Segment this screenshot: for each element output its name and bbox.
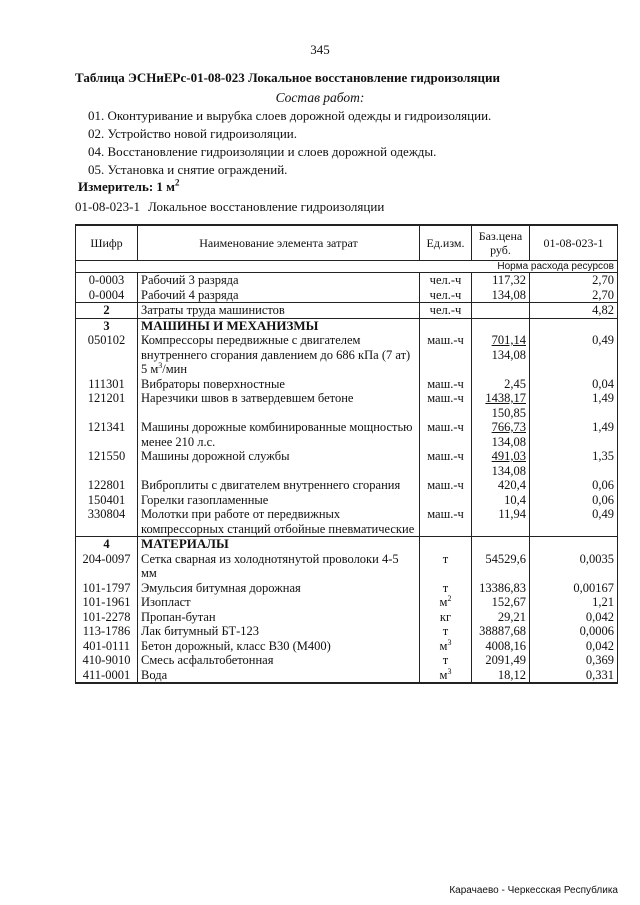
row-name: Бетон дорожный, класс В30 (М400)	[138, 639, 420, 654]
row-norm: 0,06	[530, 478, 618, 493]
table-title: Таблица ЭСНиЕРс-01-08-023 Локальное восстановление гидроизоляции	[75, 70, 500, 85]
row-norm: 2,70	[530, 273, 618, 288]
row-code: 050102	[76, 333, 138, 377]
works-heading: Состав работ:	[275, 90, 365, 105]
row-price: 2091,49	[472, 653, 530, 668]
row-price: 29,21	[472, 610, 530, 625]
row-norm: 4,82	[530, 303, 618, 319]
row-norm: 2,70	[530, 288, 618, 303]
row-code: 101-1961	[76, 595, 138, 610]
table-row	[76, 507, 618, 537]
row-code: 122801	[76, 478, 138, 493]
row-name: Эмульсия битумная дорожная	[138, 581, 420, 596]
table-row-machinists	[76, 303, 618, 319]
row-unit: маш.-ч	[420, 391, 472, 420]
work-item: 01. Оконтуривание и вырубка слоев дорожной одежды и гидроизоляции.	[88, 108, 492, 123]
resource-table	[75, 224, 618, 684]
row-unit: кг	[420, 610, 472, 625]
row-unit: $м^3$	[420, 639, 472, 654]
row-norm: 0,042	[530, 610, 618, 625]
row-code: 0-0003	[76, 273, 138, 288]
row-price: 38887,68	[472, 624, 530, 639]
subtitle-text: Локальное восстановление гидроизоляции	[148, 199, 385, 214]
row-code: 410-9010	[76, 653, 138, 668]
row-norm: 0,06	[530, 493, 618, 508]
col-header-name: Наименование элемента затрат	[138, 225, 420, 261]
unit-line	[78, 179, 180, 195]
price-secondary: 134,08	[491, 347, 526, 362]
table-row	[76, 595, 618, 610]
row-code: 101-2278	[76, 610, 138, 625]
row-price	[472, 391, 530, 420]
footer-region: Карачаево - Черкесская Республика	[449, 885, 618, 896]
row-unit: маш.-ч	[420, 507, 472, 537]
row-norm: 1,49	[530, 420, 618, 449]
table-row	[76, 610, 618, 625]
unit-label: Измеритель: 1 м	[78, 179, 176, 194]
section-number: 4	[76, 537, 138, 552]
row-price: 4008,16	[472, 639, 530, 654]
work-item: 02. Устройство новой гидроизоляции.	[88, 126, 298, 141]
row-price: 2,45	[472, 377, 530, 392]
row-name: Машины дорожные комбинированные мощностью менее 210 л.с.	[138, 420, 420, 449]
row-norm: 0,49	[530, 507, 618, 537]
row-code: 150401	[76, 493, 138, 508]
row-unit: чел.-ч	[420, 303, 472, 319]
row-code: 111301	[76, 377, 138, 392]
row-unit: т	[420, 624, 472, 639]
row-name: Вода	[138, 668, 420, 684]
row-price: 54529,6	[472, 552, 530, 581]
subtitle	[75, 199, 384, 215]
row-price: 18,12	[472, 668, 530, 684]
work-item: 04. Восстановление гидроизоляции и слоев дорожной одежды.	[88, 144, 437, 159]
table-row	[76, 552, 618, 581]
table-row	[76, 449, 618, 478]
row-norm: 0,0035	[530, 552, 618, 581]
row-norm: 0,042	[530, 639, 618, 654]
table-row	[76, 377, 618, 392]
row-code: 204-0097	[76, 552, 138, 581]
row-norm: 1,21	[530, 595, 618, 610]
unit-sup: 2	[175, 177, 180, 188]
row-price: 11,94	[472, 507, 530, 537]
row-name: Машины дорожной службы	[138, 449, 420, 478]
table-row	[76, 420, 618, 449]
row-name: Изопласт	[138, 595, 420, 610]
row-price: 134,08	[472, 288, 530, 303]
norm-caption-row	[76, 261, 618, 273]
row-unit: маш.-ч	[420, 333, 472, 377]
price-secondary: 134,08	[491, 463, 526, 478]
table-row	[76, 639, 618, 654]
row-price	[472, 420, 530, 449]
norm-caption: Норма расхода ресурсов	[76, 261, 618, 273]
row-name-tail: /мин	[162, 362, 188, 376]
row-unit: т	[420, 653, 472, 668]
section-number: 3	[76, 318, 138, 333]
row-unit: маш.-ч	[420, 478, 472, 493]
row-price: 13386,83	[472, 581, 530, 596]
price-main: 701,14	[491, 333, 526, 347]
row-name: Затраты труда машинистов	[138, 303, 420, 319]
row-unit: т	[420, 552, 472, 581]
table-row	[76, 273, 618, 288]
row-code: 401-0111	[76, 639, 138, 654]
table-row	[76, 493, 618, 508]
row-price: 10,4	[472, 493, 530, 508]
price-main: 491,03	[491, 449, 526, 463]
section-row-materials	[76, 537, 618, 552]
row-unit: т	[420, 581, 472, 596]
row-price: 420,4	[472, 478, 530, 493]
col-header-code: Шифр	[76, 225, 138, 261]
section-title: МАТЕРИАЛЫ	[138, 537, 420, 552]
row-code: 0-0004	[76, 288, 138, 303]
row-name: Виброплиты с двигателем внутреннего сгорания	[138, 478, 420, 493]
row-code: 2	[76, 303, 138, 319]
row-price: 152,67	[472, 595, 530, 610]
price-secondary: 150,85	[491, 405, 526, 420]
row-unit: $м^3$	[420, 668, 472, 684]
price-secondary: 134,08	[491, 434, 526, 449]
row-code: 121341	[76, 420, 138, 449]
row-name-text: Компрессоры передвижные с двигателем внутреннего сгорания давлением до 686 кПа (7 ат) 5 м	[141, 333, 411, 376]
row-price	[472, 449, 530, 478]
row-name: Лак битумный БТ-123	[138, 624, 420, 639]
row-name: Нарезчики швов в затвердевшем бетоне	[138, 391, 420, 420]
table-row	[76, 624, 618, 639]
row-name: Смесь асфальтобетонная	[138, 653, 420, 668]
row-norm: 0,0006	[530, 624, 618, 639]
row-name: Рабочий 4 разряда	[138, 288, 420, 303]
table-row	[76, 653, 618, 668]
table-row	[76, 668, 618, 684]
row-name: Сетка сварная из холоднотянутой проволоки 4-5 мм	[138, 552, 420, 581]
row-unit: маш.-ч	[420, 449, 472, 478]
price-main: 1438,17	[485, 391, 526, 405]
row-name: Пропан-бутан	[138, 610, 420, 625]
table-row	[76, 333, 618, 377]
row-unit: чел.-ч	[420, 288, 472, 303]
row-price: 117,32	[472, 273, 530, 288]
table-row	[76, 391, 618, 420]
section-row-machines	[76, 318, 618, 333]
table-row	[76, 581, 618, 596]
row-name: Рабочий 3 разряда	[138, 273, 420, 288]
row-norm: 0,369	[530, 653, 618, 668]
row-code: 113-1786	[76, 624, 138, 639]
row-norm: 1,49	[530, 391, 618, 420]
row-code: 101-1797	[76, 581, 138, 596]
row-name	[138, 333, 420, 377]
row-name: Молотки при работе от передвижных компрессорных станций отбойные пневматические	[138, 507, 420, 537]
page-number: 345	[310, 42, 330, 57]
row-unit: маш.-ч	[420, 377, 472, 392]
col-header-price: Баз.цена руб.	[472, 225, 530, 261]
subtitle-code: 01-08-023-1	[75, 199, 140, 214]
table-row	[76, 288, 618, 303]
row-code: 330804	[76, 507, 138, 537]
row-name: Горелки газопламенные	[138, 493, 420, 508]
row-norm: 0,04	[530, 377, 618, 392]
price-main: 766,73	[491, 420, 526, 434]
row-price	[472, 333, 530, 377]
table-row	[76, 478, 618, 493]
row-name-sup: 3	[158, 360, 163, 370]
table-header-row	[76, 225, 618, 261]
row-code: 121201	[76, 391, 138, 420]
row-code: 411-0001	[76, 668, 138, 684]
row-price	[472, 303, 530, 319]
row-norm: 0,00167	[530, 581, 618, 596]
row-unit: чел.-ч	[420, 273, 472, 288]
row-unit	[420, 493, 472, 508]
row-name: Вибраторы поверхностные	[138, 377, 420, 392]
row-unit: маш.-ч	[420, 420, 472, 449]
row-unit: $м^2$	[420, 595, 472, 610]
col-header-norm: 01-08-023-1	[530, 225, 618, 261]
col-header-unit: Ед.изм.	[420, 225, 472, 261]
row-norm: 0,331	[530, 668, 618, 684]
work-item: 05. Установка и снятие ограждений.	[88, 162, 288, 177]
row-norm: 1,35	[530, 449, 618, 478]
row-norm: 0,49	[530, 333, 618, 377]
row-code: 121550	[76, 449, 138, 478]
section-title: МАШИНЫ И МЕХАНИЗМЫ	[138, 318, 420, 333]
